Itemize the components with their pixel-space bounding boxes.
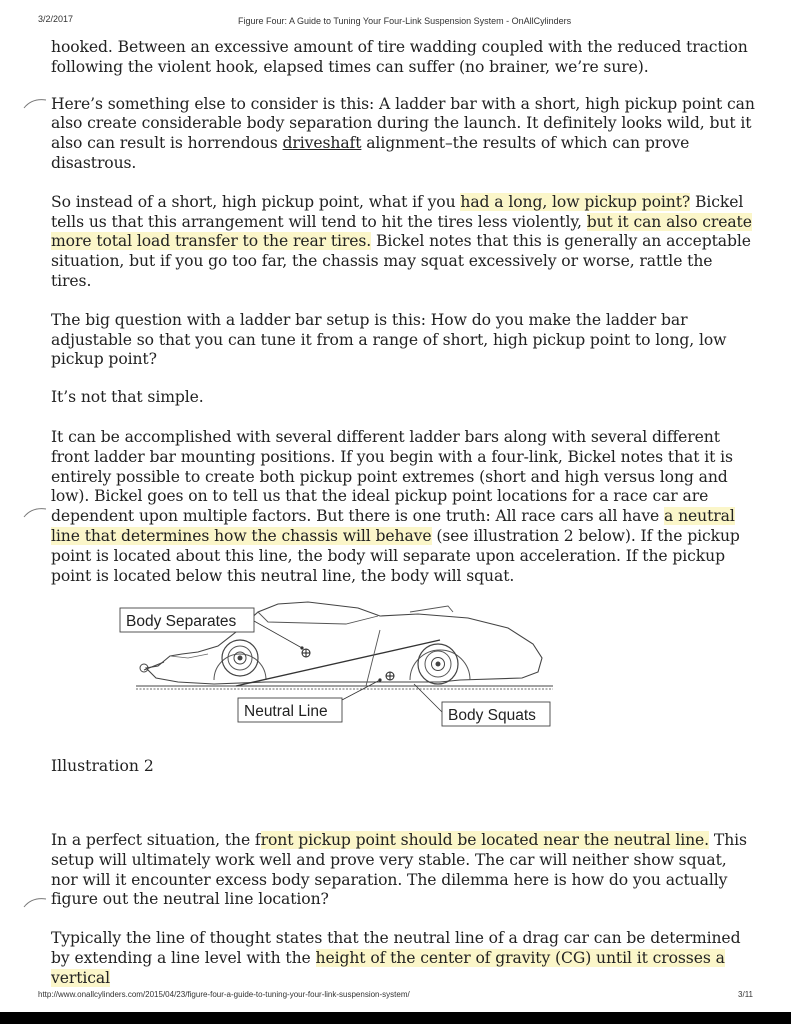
article-body [51,38,757,586]
margin-mark [22,96,48,110]
text-run: So instead of a short, high pickup point, what if you [51,192,461,211]
label-text: Neutral Line [244,703,328,720]
paragraph: It’s not that simple. [51,388,204,407]
text-run: (see illustration 2 below). If the pickup point is located about this line, the body will separate upon acceleration. If the pickup point is located below this neutral line, the body will squat. [51,526,740,585]
highlight: height of the center of gravity (CG) until it crosses a vertical [51,948,725,987]
label-text: Body Squats [448,707,536,724]
text-run: alignment–the results of which can prove disastrous. [51,134,690,172]
highlight: a neutral line that determines how the chassis will behave [51,507,735,545]
print-footer [38,990,753,1002]
rear-wheel [410,644,470,684]
print-url: http://www.onallcylinders.com/2015/04/23/figure-four-a-guide-to-tuning-your-four-link-suspension-system/ [38,990,410,999]
paragraph [51,929,757,988]
pickup-point-lower-icon [386,672,394,680]
paragraph [51,428,757,586]
label-body-squats [442,702,550,726]
paragraph: hooked. Between an excessive amount of tire wadding coupled with the reduced traction following the violent hook, elapsed times can suffer (no brainer, we’re sure). [51,38,748,76]
text-run: Bickel notes that this is generally an acceptable situation, but if you go too far, the chassis may squat excessively or worse, rattle the tires. [51,232,751,290]
illustration-caption: Illustration 2 [51,757,154,775]
paragraph: The big question with a ladder bar setup is this: How do you make the ladder bar adjustable so that you can tune it from a range of short, high pickup point to long, low pickup point? [51,310,727,369]
print-title: Figure Four: A Guide to Tuning Your Four-Link Suspension System - OnAllCylinders [238,16,572,26]
pickup-point-upper-icon [302,649,310,657]
text-run: Bickel tells us that this arrangement will tend to hit the tires less violently, [51,192,744,231]
print-date: 3/2/2017 [38,14,74,24]
paragraph [51,193,757,292]
article-body-continued [51,831,757,989]
margin-mark [22,895,48,909]
highlight: ront pickup point should be located near the neutral line. [260,831,710,849]
paragraph [51,831,757,910]
suspension-illustration [118,596,558,728]
text-run: This setup will ultimately work well and prove very stable. The car will neither show squat, nor will it encounter excess body separation. The dilemma here is how do you actually figure out the neutral line location? [51,831,747,909]
page-number: 3/11 [738,990,753,999]
scan-edge [0,1012,791,1024]
text-run: In a perfect situation, the f [51,831,261,849]
print-header [38,14,753,28]
text-run: Here’s something else to consider is this: A ladder bar with a short, high pickup point can also create considerable body separation during the launch. It definitely looks wild, but it also can result is horrendous [51,94,755,153]
highlight: had a long, low pickup point? [460,192,691,211]
ground-line [136,686,553,689]
label-body-separates [120,608,254,632]
driveshaft-link[interactable]: driveshaft [282,134,362,153]
margin-mark [22,505,48,519]
neutral-line [236,640,440,686]
text-run: Typically the line of thought states that the neutral line of a drag car can be determined by extending a line level with the [51,929,741,967]
label-text: Body Separates [126,613,237,630]
front-wheel [214,640,266,680]
label-neutral-line [238,698,342,722]
text-run: It can be accomplished with several different ladder bars along with several different front ladder bar mounting positions. If you begin with a four-link, Bickel notes that it is entirely possible to create both pickup point extremes (short and high versus long and low). Bickel goes on to tell us that the ideal pickup point locations for a race car are dependent upon multiple factors. But there is one truth: All race cars all have [51,427,733,526]
paragraph [51,95,757,174]
highlight: but it can also create more total load transfer to the rear tires. [51,212,752,251]
